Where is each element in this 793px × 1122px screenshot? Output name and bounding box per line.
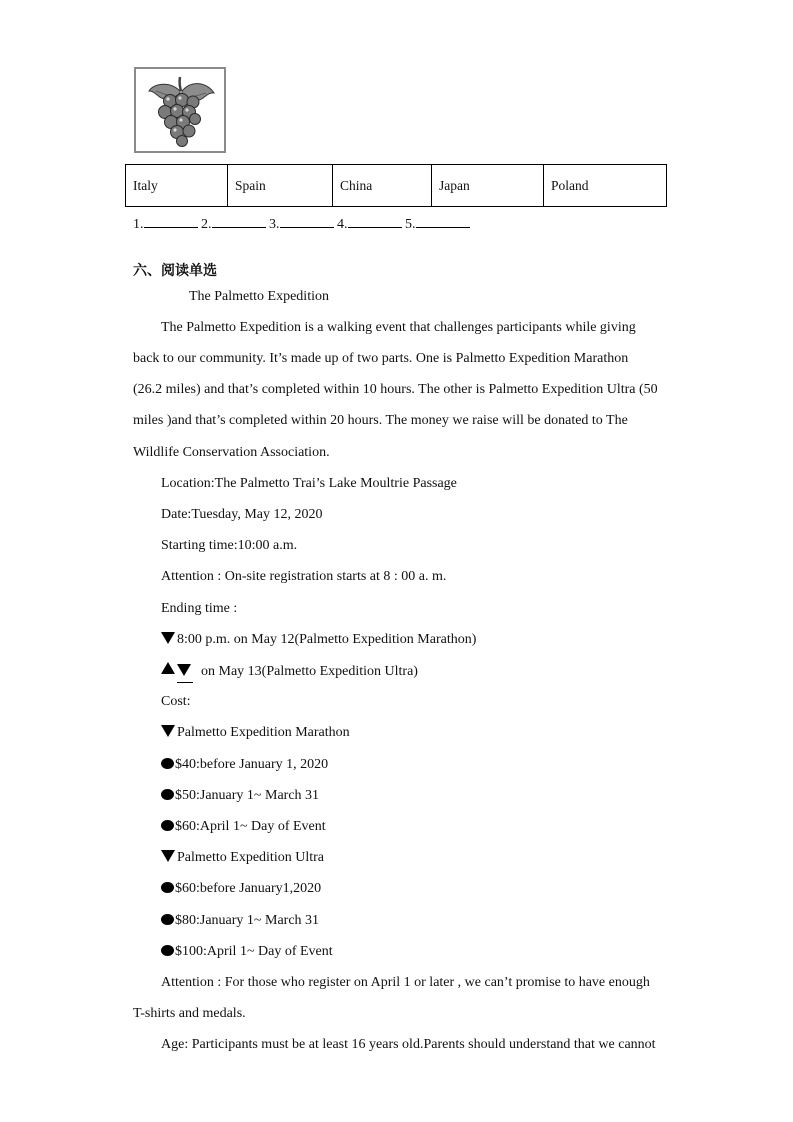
answer-blank[interactable] [416,215,470,228]
blank-number: 4. [337,217,348,232]
bullet-icon [161,914,174,925]
marathon-heading-text: Palmetto Expedition Marathon [177,725,350,740]
answer-blank[interactable] [177,663,193,683]
attention-registration-line: Attention : On-site registration starts at 8 : 00 a. m. [161,569,447,584]
grapes-image [134,67,226,153]
ultra-heading [161,849,324,867]
list-item [161,756,328,774]
paragraph-line: The Palmetto Expedition is a walking event that challenges participants while giving [161,320,636,335]
attention-tshirts-line: Attention : For those who register on April 1 or later , we can’t promise to have enough [161,975,650,990]
list-item [161,912,319,930]
date-line: Date:Tuesday, May 12, 2020 [161,507,323,522]
bullet-icon [161,758,174,769]
answer-blank[interactable] [144,215,198,228]
list-item [161,818,326,836]
country-cell: Japan [432,165,544,207]
article-title: The Palmetto Expedition [189,289,329,304]
ending-marathon-line [161,631,476,649]
ending-ultra-text: on May 13(Palmetto Expedition Ultra) [201,664,418,679]
list-item [161,787,319,805]
answer-blank[interactable] [212,215,266,228]
paragraph-line: back to our community. It’s made up of two parts. One is Palmetto Expedition Marathon [133,351,629,366]
blank-number: 3. [269,217,280,232]
list-item [161,880,321,898]
age-line: Age: Participants must be at least 16 years old.Parents should understand that we cannot [161,1037,656,1052]
price-text: $60:April 1~ Day of Event [175,819,326,834]
price-text: $50:January 1~ March 31 [175,788,320,803]
list-item [161,943,333,961]
blank-number: 2. [201,217,212,232]
triangle-down-icon [161,632,175,644]
ending-time-label: Ending time : [161,601,238,616]
country-cell: China [333,165,432,207]
ending-marathon-text: 8:00 p.m. on May 12(Palmetto Expedition Marathon) [177,632,477,647]
bullet-icon [161,945,174,956]
section-heading: 六、阅读单选 [133,263,217,279]
marathon-heading [161,724,350,742]
country-cell: Spain [228,165,333,207]
bullet-icon [161,789,174,800]
paragraph-line: miles )and that’s completed within 20 hours. The money we raise will be donated to The [133,413,628,428]
triangle-up-icon [161,662,175,674]
price-text: $100:April 1~ Day of Event [175,944,333,959]
bullet-icon [161,820,174,831]
triangle-down-icon [161,850,175,862]
cost-label: Cost: [161,694,191,709]
blank-number: 1. [133,217,144,232]
price-text: $40:before January 1, 2020 [175,757,329,772]
location-line: Location:The Palmetto Trai’s Lake Moultrie Passage [161,476,457,491]
triangle-down-icon [161,725,175,737]
grapes-icon [136,69,224,151]
answer-blanks [133,215,470,233]
price-text: $80:January 1~ March 31 [175,913,320,928]
attention-tshirts-line: T-shirts and medals. [133,1006,246,1021]
paragraph-line: Wildlife Conservation Association. [133,445,330,460]
price-text: $60:before January1,2020 [175,881,322,896]
ultra-heading-text: Palmetto Expedition Ultra [177,850,324,865]
paragraph-line: (26.2 miles) and that’s completed within 10 hours. The other is Palmetto Expedition Ultra (50 [133,382,658,397]
answer-blank[interactable] [280,215,334,228]
country-cell: Poland [544,165,667,207]
blank-number: 5. [405,217,416,232]
country-cell: Italy [126,165,228,207]
answer-blank[interactable] [348,215,402,228]
bullet-icon [161,882,174,893]
triangle-down-icon [177,664,191,676]
ending-ultra-line [161,662,418,683]
table-row [126,165,667,207]
countries-table [125,164,667,207]
starting-time-line: Starting time:10:00 a.m. [161,538,298,553]
